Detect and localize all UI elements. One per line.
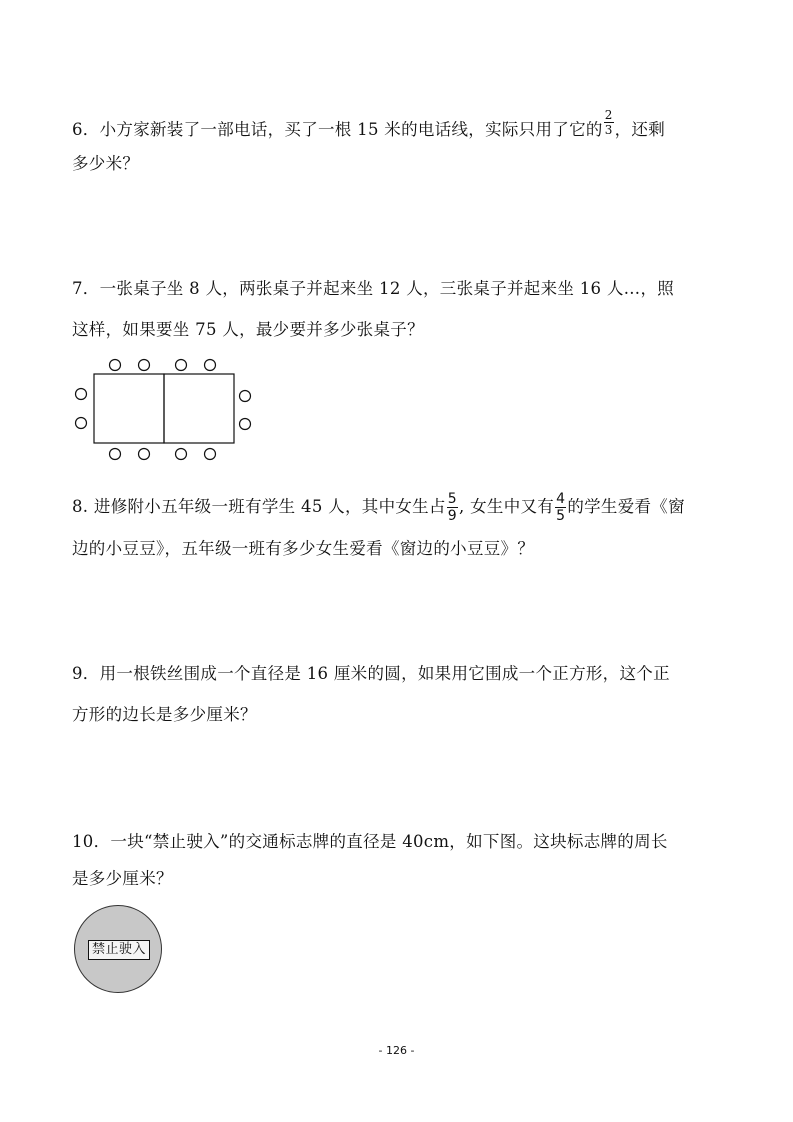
q8-line1 — [72, 492, 685, 523]
q8-frac2-den: 5 — [556, 508, 566, 524]
q8-text-1: 8. 进修附小五年级一班有学生 45 人，其中女生占 — [72, 497, 446, 516]
q8-frac2-num: 4 — [556, 491, 566, 507]
seat — [240, 391, 251, 402]
q6-text: 6．小方家新装了一部电话，买了一根 15 米的电话线，实际只用了它的 — [72, 120, 603, 139]
q8-frac1-num: 5 — [447, 491, 457, 507]
table-2 — [164, 374, 234, 443]
q8-fraction-1 — [447, 492, 458, 523]
q8-text-3: 的学生爱看《窗 — [567, 497, 685, 516]
q8-text-2: , 女生中又有 — [459, 497, 555, 516]
seat — [139, 449, 150, 460]
q10-line2: 是多少厘米？ — [72, 869, 173, 888]
q6-line2: 多少米？ — [72, 154, 140, 173]
q8-line2: 边的小豆豆》，五年级一班有多少女生爱看《窗边的小豆豆》？ — [72, 539, 535, 558]
seat — [205, 449, 216, 460]
page-number: - 126 - — [378, 1044, 415, 1057]
q9-line1: 9．用一根铁丝围成一个直径是 16 厘米的圆，如果用它围成一个正方形，这个正 — [72, 664, 670, 683]
q8-frac1-den: 9 — [447, 508, 457, 524]
sign-label: 禁止驶入 — [88, 940, 150, 960]
seat — [76, 389, 87, 400]
q6-fraction — [604, 109, 614, 136]
q6-text-end: ，还剩 — [614, 120, 666, 139]
table-diagram — [70, 355, 270, 465]
q7-line1: 7．一张桌子坐 8 人，两张桌子并起来坐 12 人，三张桌子并起来坐 16 人…，照 — [72, 279, 675, 298]
table-1 — [94, 374, 164, 443]
seat — [205, 360, 216, 371]
seat — [240, 419, 251, 430]
q10-line1: 10．一块“禁止驶入”的交通标志牌的直径是 40cm，如下图。这块标志牌的周长 — [72, 832, 668, 851]
seat — [110, 449, 121, 460]
q6-frac-den: 3 — [604, 123, 613, 137]
q9-line2: 方形的边长是多少厘米？ — [72, 705, 257, 724]
seat — [176, 449, 187, 460]
seat — [110, 360, 121, 371]
seat — [76, 418, 87, 429]
q6-line1 — [72, 108, 666, 144]
q8-fraction-2 — [555, 492, 566, 523]
traffic-sign — [74, 905, 162, 993]
q6-frac-num: 2 — [604, 108, 613, 122]
seat — [139, 360, 150, 371]
q7-line2: 这样，如果要坐 75 人，最少要并多少张桌子？ — [72, 320, 424, 339]
seat — [176, 360, 187, 371]
